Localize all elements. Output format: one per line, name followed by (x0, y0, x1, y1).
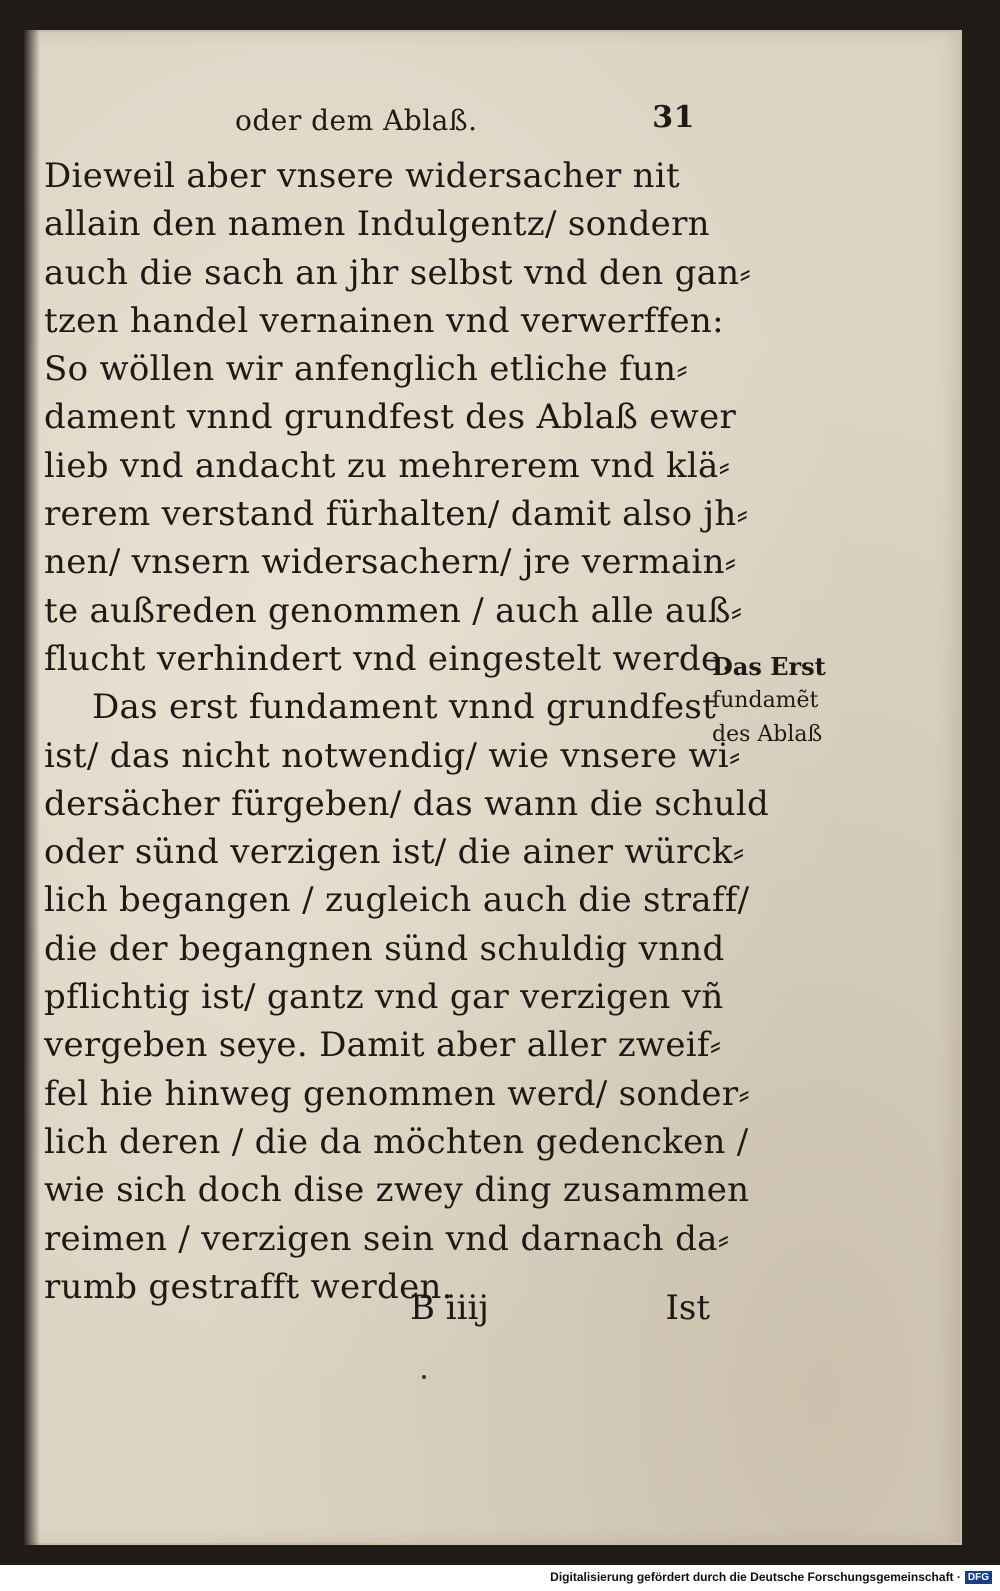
text-line: lich begangen / zugleich auch die straff/ (44, 880, 750, 921)
marginal-note (712, 650, 852, 752)
marginal-note-line: des Ablaß (712, 722, 823, 747)
credit-text: Digitalisierung gefördert durch die Deutsche Forschungsgemeinschaft · (550, 1570, 961, 1584)
marginal-note-line: Das Erst (712, 652, 826, 681)
signature-mark: B iiij (410, 1288, 489, 1328)
text-line: lich deren / die da möchten gedencken / (44, 1121, 749, 1162)
text-line: ist/ das nicht notwendig/ wie vnsere wi⸗ (44, 735, 741, 776)
text-line: vergeben seye. Damit aber aller zweif⸗ (44, 1025, 722, 1066)
dfg-logo: DFG (965, 1571, 992, 1584)
page-footer (410, 1288, 710, 1338)
text-line: te außreden genommen / auch alle auß⸗ (44, 590, 743, 631)
text-line: rumb gestrafft werden. (44, 1266, 453, 1307)
text-line: flucht verhindert vnd eingestelt werde. (44, 638, 733, 679)
text-line: dersächer fürgeben/ das wann die schuld (44, 783, 770, 824)
running-head-title: oder dem Ablaß. (235, 104, 478, 137)
catchword: Ist (665, 1288, 710, 1328)
text-line: Das erst fundament vnnd grundfest (92, 687, 717, 728)
running-head (235, 100, 695, 144)
text-line: oder sünd verzigen ist/ die ainer würck⸗ (44, 832, 745, 873)
text-line: die der begangnen sünd schuldig vnnd (44, 928, 725, 969)
ink-speck (422, 1375, 426, 1379)
text-line: nen/ vnsern widersachern/ jre vermain⸗ (44, 542, 737, 583)
text-line: So wöllen wir anfenglich etliche fun⸗ (44, 349, 688, 390)
text-line: tzen handel vernainen vnd verwerffen: (44, 300, 724, 341)
text-line: fel hie hinweg genommen werd/ sonder⸗ (44, 1073, 750, 1114)
text-line: allain den namen Indulgentz/ sondern (44, 204, 710, 245)
text-line: rerem verstand fürhalten/ damit also jh⸗ (44, 494, 749, 535)
text-line: dament vnnd grundfest des Ablaß ewer (44, 397, 737, 438)
folio-number: 31 (652, 100, 695, 135)
marginal-note-line: fundamẽt (712, 688, 819, 713)
page-gutter (22, 30, 40, 1545)
text-line: reimen / verzigen sein vnd darnach da⸗ (44, 1218, 730, 1259)
digitization-credit (550, 1567, 992, 1587)
text-line: lieb vnd andacht zu mehrerem vnd klä⸗ (44, 445, 731, 486)
text-line: Dieweil aber vnsere widersacher nit (44, 156, 680, 196)
text-line: pflichtig ist/ gantz vnd gar verzigen vñ (44, 977, 724, 1018)
text-line: wie sich doch dise zwey ding zusammen (44, 1170, 750, 1211)
text-line: auch die sach an jhr selbst vnd den gan⸗ (44, 252, 752, 293)
